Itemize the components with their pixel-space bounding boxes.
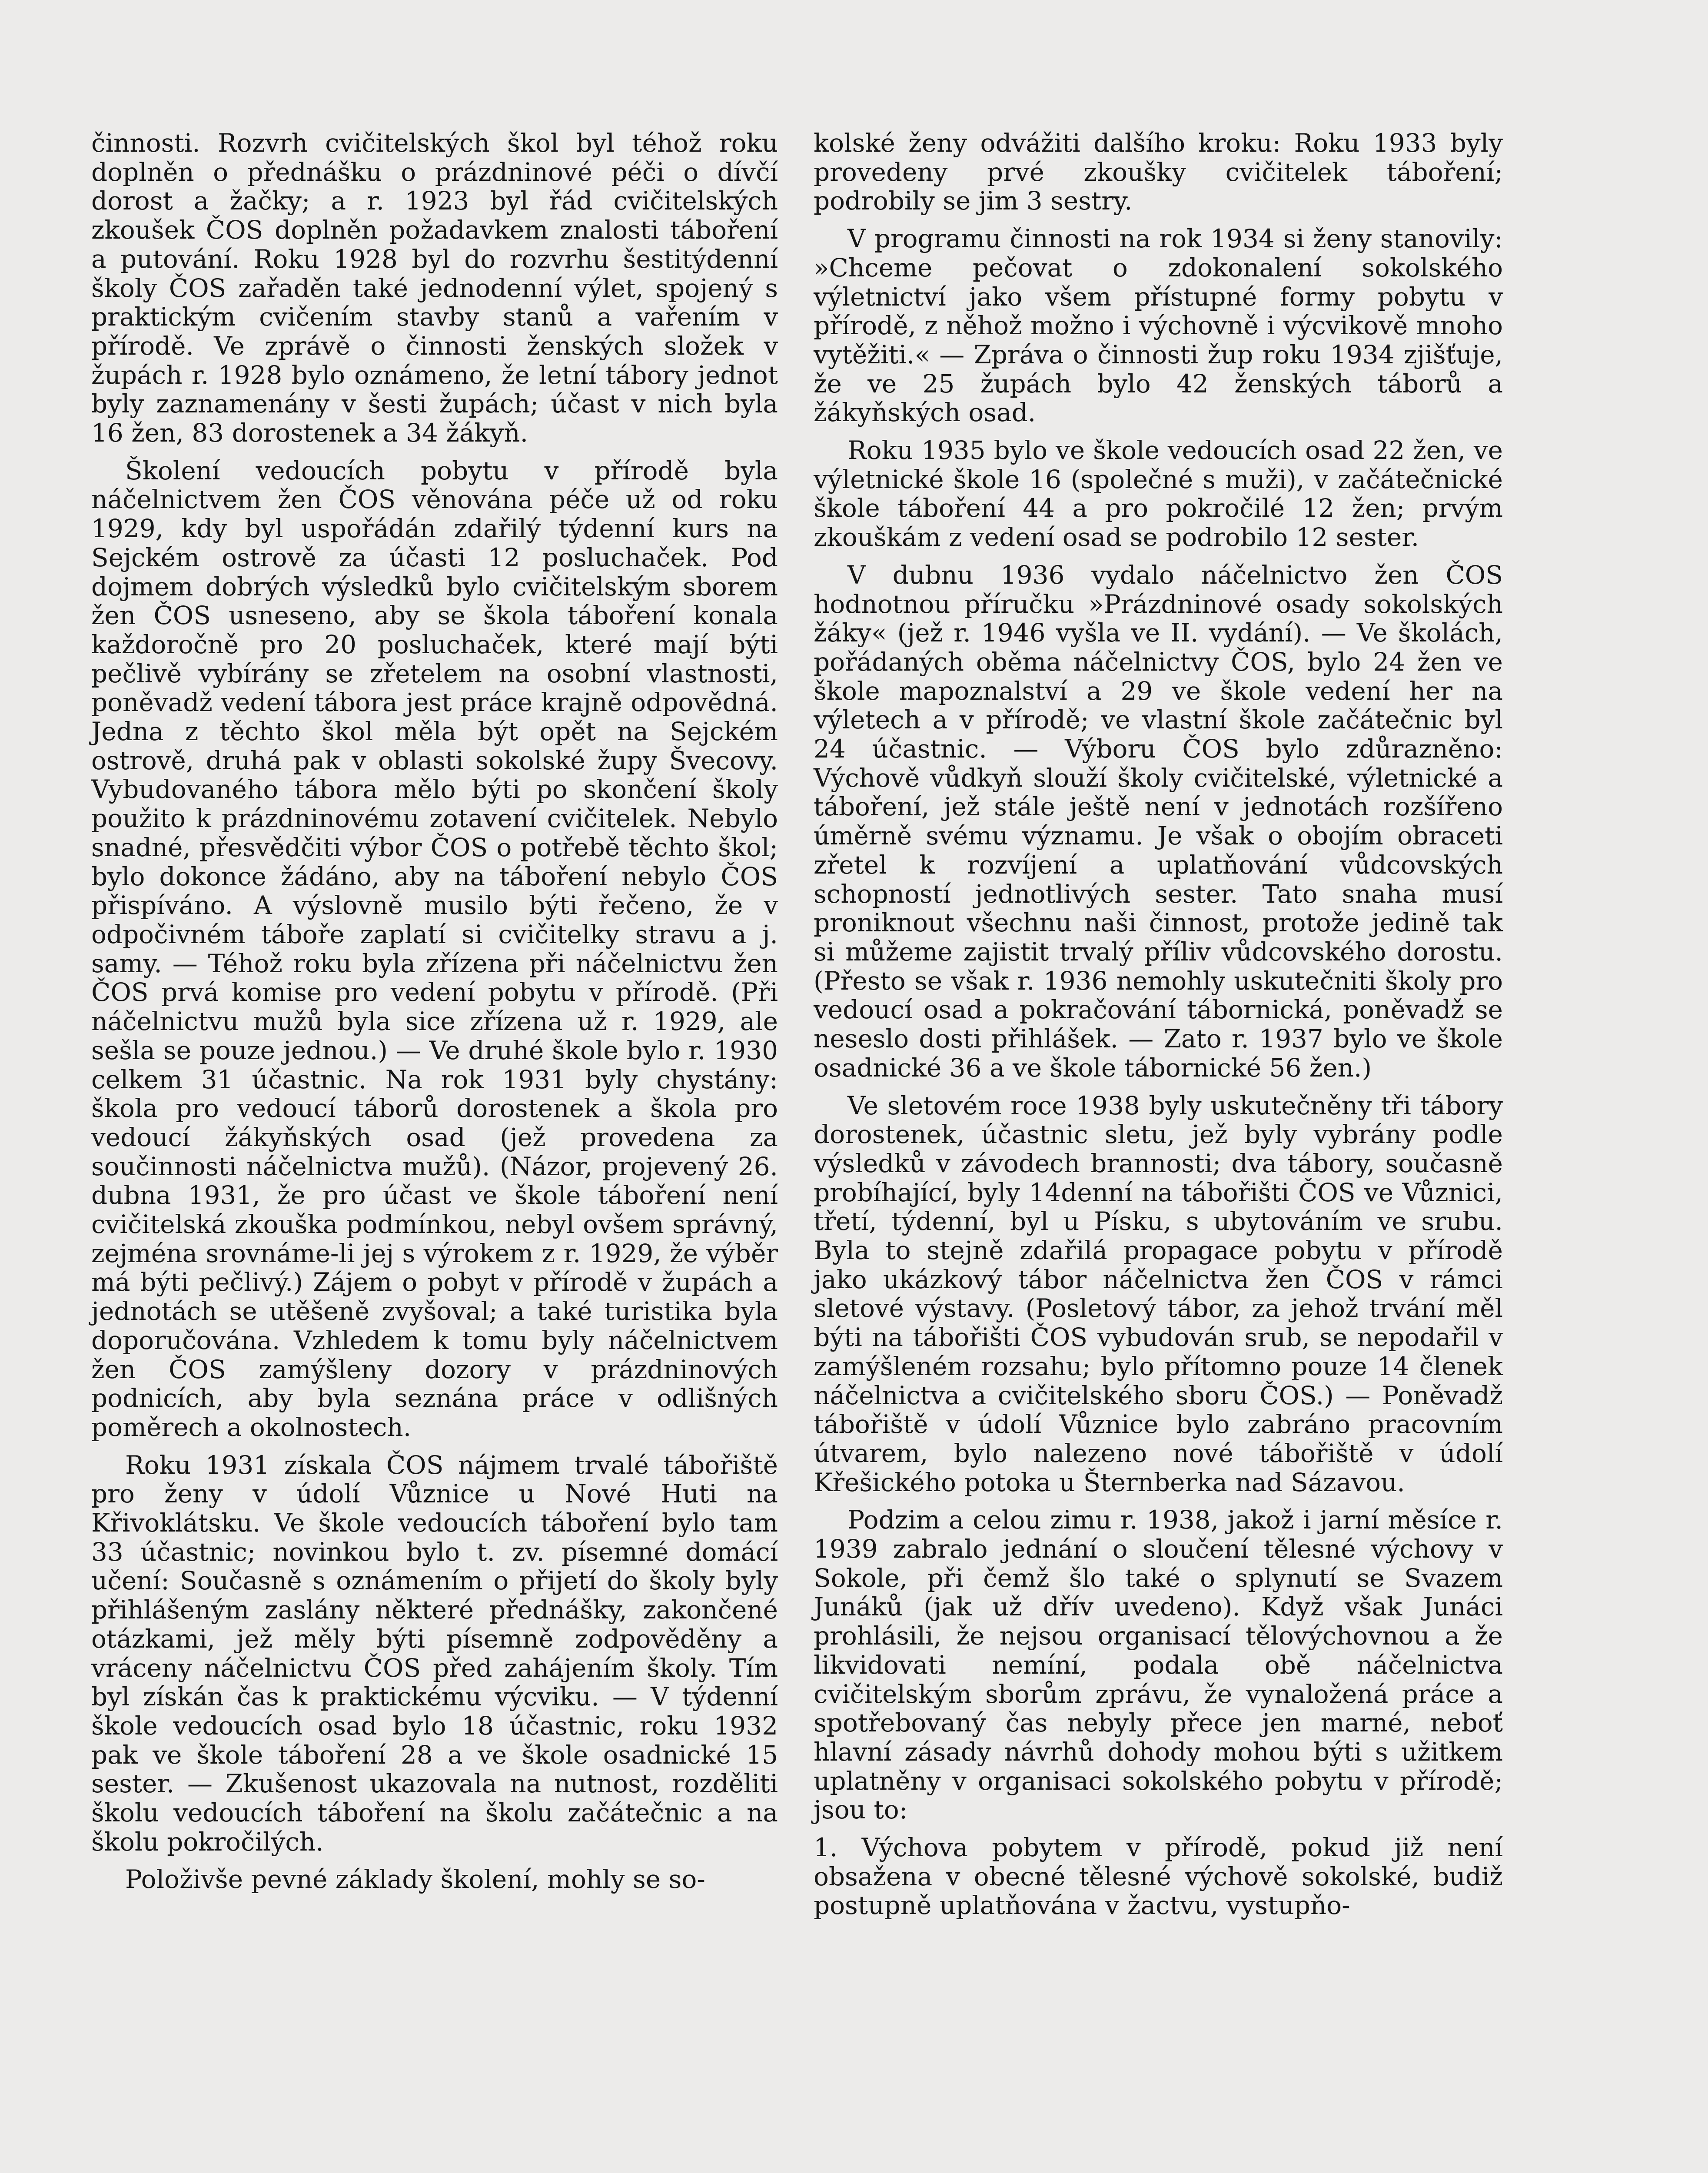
paragraph: Ve sletovém roce 1938 byly uskutečněny tři tábory dorostenek, účastnic sletu, jež byly vybrány podle výsledků v závodech brannosti; dva tábory, současně probíhající, byly 14denní na tábořišti ČOS ve Vůznici, třetí, týdenní, byl u Písku, s ubytováním ve srubu. Byla to stejně zdařilá propagace pobytu v přírodě jako ukázkový tábor náčelnictva žen ČOS v rámci sletové výstavy. (Posletový tábor, za jehož trvání měl býti na tábořišti ČOS vybudován srub, se nepodařil v zamýšleném rozsahu; bylo přítomno pouze 14 členek náčelnictva a cvičitelského sboru ČOS.) — Poněvadž tábořiště v údolí Vůznice bylo zabráno pracovním útvarem, bylo nalezeno nové tábořiště v údolí Křešického potoka u Šternberka nad Sázavou. — [814, 1090, 1503, 1497]
paragraph: kolské ženy odvážiti dalšího kroku: Roku 1933 byly provedeny prvé zkoušky cvičitelek táboření; podrobily se jim 3 sestry. — [814, 128, 1503, 216]
paragraph: Školení vedoucích pobytu v přírodě byla náčelnictvem žen ČOS věnována péče už od roku 1929, kdy byl uspořádán zdařilý týdenní kurs na Sejckém ostrově za účasti 12 posluchaček. Pod dojmem dobrých výsledků bylo cvičitelským sborem žen ČOS usneseno, aby se škola táboření konala každoročně pro 20 posluchaček, které mají býti pečlivě vybírány se zřetelem na osobní vlastnosti, poněvadž vedení tábora jest práce krajně odpovědná. Jedna z těchto škol měla být opět na Sejckém ostrově, druhá pak v oblasti sokolské župy Švecovy. Vybudovaného tábora mělo býti po skončení školy použito k prázdninovému zotavení cvičitelek. Nebylo snadné, přesvědčiti výbor ČOS o potřebě těchto škol; bylo dokonce žádáno, aby na táboření nebylo ČOS přispíváno. A výslovně musilo býti řečeno, že v odpočivném táboře zaplatí si cvičitelky stravu a j. samy. — Téhož roku byla zřízena při náčelnictvu žen ČOS prvá komise pro vedení pobytu v přírodě. (Při náčelnictvu mužů byla sice zřízena už r. 1929, ale sešla se pouze jednou.) — Ve druhé škole bylo r. 1930 celkem 31 účastnic. Na rok 1931 byly chystány: škola pro vedoucí táborů dorostenek a škola pro vedoucí žákyňských osad (jež provedena za součinnosti náčelnictva mužů). (Názor, projevený 26. dubna 1931, že pro účast ve škole táboření není cvičitelská zkouška podmínkou, nebyl ovšem správný, zejména srovnáme-li jej s výrokem z r. 1929, že výběr má býti pečlivý.) Zájem o pobyt v přírodě v župách a jednotách se utěšeně zvyšoval; a také turistika byla doporučována. Vzhledem k tomu byly náčelnictvem žen ČOS zamýšleny dozory v prázdninových podnicích, aby byla seznána práce v odlišných poměrech a okolnostech. — [91, 455, 778, 1442]
paragraph: Roku 1935 bylo ve škole vedoucích osad 22 žen, ve výletnické škole 16 (společné s muži), v začátečnické škole táboření 44 a pro pokročilé 12 žen; prvým zkouškám z vedení osad se podrobilo 12 sester. — [814, 435, 1503, 552]
right-column — [814, 129, 1503, 1929]
paragraph: Podzim a celou zimu r. 1938, jakož i jarní měsíce r. 1939 zabralo jednání o sloučení tělesné výchovy v Sokole, při čemž šlo také o splynutí se Svazem Junáků (jak už dřív uvedeno). Když však Junáci prohlásili, že nejsou organisací tělovýchovnou a že likvidovati nemíní, podala obě náčelnictva cvičitelským sborům zprávu, že vynaložená práce a spotřebovaný čas nebyly přece jen marné, neboť hlavní zásady návrhů dohody mohou býti s užitkem uplatněny v organisaci sokolského pobytu v přírodě; jsou to: — [814, 1505, 1503, 1825]
numbered-item: 1. Výchova pobytem v přírodě, pokud již není obsažena v obecné tělesné výchově sokolské, budiž postupně uplatňována v žactvu, vystupňo- — [814, 1833, 1503, 1920]
paragraph: Roku 1931 získala ČOS nájmem trvalé tábořiště pro ženy v údolí Vůznice u Nové Huti na Křivoklátsku. Ve škole vedoucích táboření bylo tam 33 účastnic; novinkou bylo t. zv. písemné domácí učení: Současně s oznámením o přijetí do školy byly přihlášeným zaslány některé přednášky, zakončené otázkami, jež měly býti písemně zodpověděny a vráceny náčelnictvu ČOS před zahájením školy. Tím byl získán čas k praktickému výcviku. — V týdenní škole vedoucích osad bylo 18 účastnic, roku 1932 pak ve škole táboření 28 a ve škole osadnické 15 sester. — Zkušenost ukazovala na nutnost, rozděliti školu vedoucích táboření na školu začátečnic a na školu pokročilých. — [91, 1450, 778, 1857]
paragraph: V programu činnosti na rok 1934 si ženy stanovily: »Chceme pečovat o zdokonalení sokolského výletnictví jako všem přístupné formy pobytu v přírodě, z něhož možno i výchovně i výcvikově mnoho vytěžiti.« — Zpráva o činnosti žup roku 1934 zjišťuje, že ve 25 župách bylo 42 ženských táborů a žákyňských osad. — [814, 224, 1503, 428]
paragraph: Položivše pevné základy školení, mohly se so- — [125, 1864, 705, 1894]
paragraph: činnosti. Rozvrh cvičitelských škol byl téhož roku doplněn o přednášku o prázdninové péči o dívčí dorost a žačky; a r. 1923 byl řád cvičitelských zkoušek ČOS doplněn požadavkem znalosti táboření a putování. Roku 1928 byl do rozvrhu šestitýdenní školy ČOS zařaděn také jednodenní výlet, spojený s praktickým cvičením stavby stanů a vařením v přírodě. Ve zprávě o činnosti ženských složek v župách r. 1928 bylo oznámeno, že letní tábory jednot byly zaznamenány v šesti župách; účast v nich byla 16 žen, 83 dorostenek a 34 žákyň. — [91, 128, 778, 448]
paragraph: V dubnu 1936 vydalo náčelnictvo žen ČOS hodnotnou příručku »Prázdninové osady sokolských žáky« (jež r. 1946 vyšla ve II. vydání). — Ve školách, pořádaných oběma náčelnictvy ČOS, bylo 24 žen ve škole mapoznalství a 29 ve škole vedení her na výletech a v přírodě; ve vlastní škole začátečnic byl 24 účastnic. — Výboru ČOS bylo zdůrazněno: Výchově vůdkyň slouží školy cvičitelské, výletnické a táboření, jež stále ještě není v jednotách rozšířeno úměrně svému významu. Je však o obojím obraceti zřetel k rozvíjení a uplatňování vůdcovských schopností jednotlivých sester. Tato snaha musí proniknout všechnu naši činnost, protože jedině tak si můžeme zajistit trvalý příliv vůdcovského dorostu. (Přesto se však r. 1936 nemohly uskutečniti školy pro vedoucí osad a pokračování tábornická, poněvadž se neseslo dosti přihlášek. — Zato r. 1937 bylo ve škole osadnické 36 a ve škole tábornické 56 žen.) — [814, 560, 1503, 1083]
left-column — [91, 129, 778, 1903]
